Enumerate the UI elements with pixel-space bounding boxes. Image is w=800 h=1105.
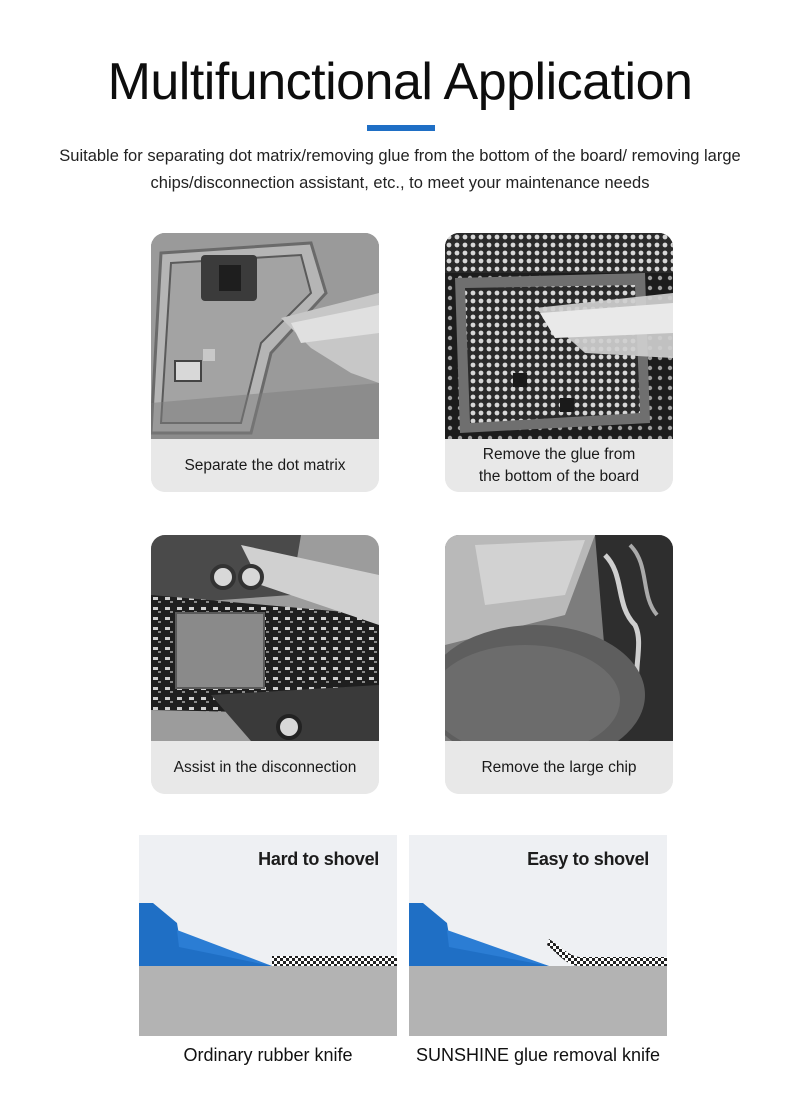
sunshine-knife-label: SUNSHINE glue removal knife [415,1045,661,1065]
easy-to-shovel-tag: Easy to shovel [527,849,649,869]
page-title: Multifunctional Application [107,53,693,111]
dot-matrix-photo [151,233,379,439]
comparison-ordinary-knife [139,835,397,1036]
card-assist-disconnection [151,535,379,794]
disconnection-photo [151,535,379,741]
hard-to-shovel-tag: Hard to shovel [258,849,379,869]
card-caption: Assist in the disconnection [151,741,379,794]
ordinary-knife-label: Ordinary rubber knife [183,1045,353,1065]
page-subtitle: Suitable for separating dot matrix/removing glue from the bottom of the board/ removing large chips/disconnection assistant, etc., to meet your maintenance needs [59,147,741,192]
card-separate-dot-matrix [151,233,379,492]
card-caption: Remove the glue from the bottom of the board [445,439,673,492]
comparison-sunshine-knife [409,835,667,1036]
card-remove-glue-bottom [445,233,673,492]
glue-removal-photo [445,233,673,439]
card-caption: Remove the large chip [445,741,673,794]
large-chip-photo [445,535,673,741]
card-remove-large-chip [445,535,673,794]
title-accent-bar [367,125,435,131]
card-caption: Separate the dot matrix [151,439,379,492]
